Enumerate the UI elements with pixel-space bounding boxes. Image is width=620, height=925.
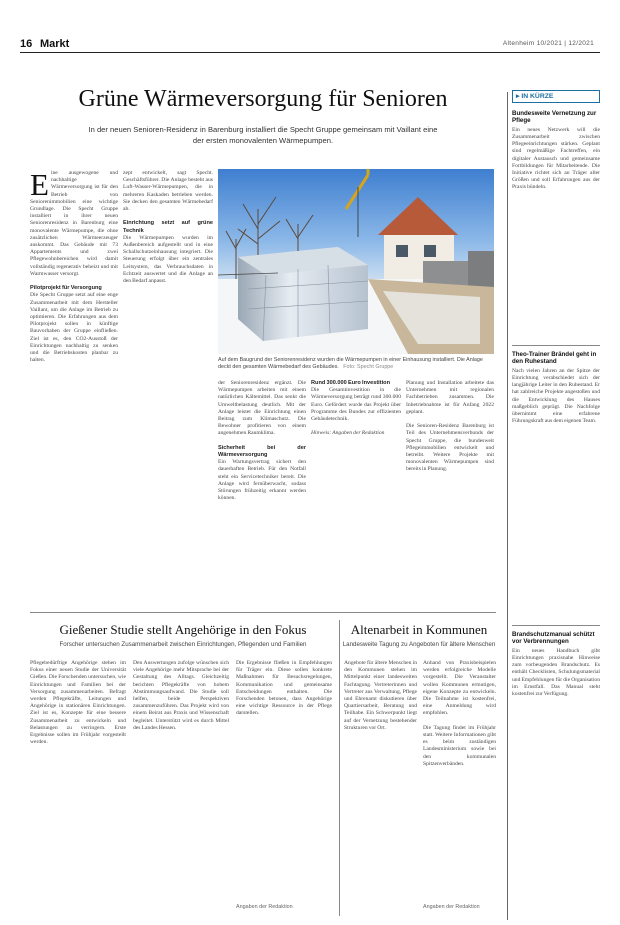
bottom-left-col-1: Pflegebedürftige Angehörige stehen im Fokus einer neuen Studie der Universität Gießen. Die Forschenden untersuchen, wie Einrichtungen und Familien bei der Versorgung zusammenarbeiten. Befragt werden Pflegekräfte, Leitungen und Angehörige in stationären Einrichtungen. Ziel ist es, Konzepte für eine bessere Zusammenarbeit zu entwickeln und Belastungen zu verringern. Erste Ergebnisse sollen im Frühjahr vorgestellt werden. [30,660,126,746]
bottom-left-col-3: Die Ergebnisse fließen in Empfehlungen für Träger ein. Diese sollen konkrete Maßnahmen für Besuchsregelungen, Kommunikation und gemeinsame Entscheidungen enthalten. Die Forschenden betonen, dass Angehörige eine wichtige Ressource in der Pflege darstellen. [236,660,332,717]
bottom-left-col-2: Den Auswertungen zufolge wünschen sich viele Angehörige mehr Mitsprache bei der Gestaltung des Alltags. Gleichzeitig berichten Pflegekräfte von hohem Abstimmungsaufwand. Die Studie soll helfen, beide Perspektiven zusammenzuführen. Das Projekt wird von einem Beirat aus Praxis und Wissenschaft begleitet. Unterstützt wird es durch Mittel des Landes Hessen. [133,660,229,731]
sidebar-label-arrow: ▸ [516,93,522,100]
drop-cap: E [30,170,49,202]
main-teaser: In der neuen Senioren-Residenz in Barenburg installiert die Specht Gruppe gemeinsam mit Vaillant eine der ersten monovalenten Wärmepumpen. [88,125,438,145]
bottom-left-byline: Angaben der Redaktion [236,904,293,910]
publication-info: Altenheim 10/2021 | 12/2021 [502,40,594,47]
col4-subheading: Rund 300.000 Euro Investition [311,380,390,386]
bottom-left-teaser: Forscher untersuchen Zusammenarbeit zwischen Einrichtungen, Pflegenden und Familien [59,641,307,648]
bottom-right-teaser: Landesweite Tagung zu Angeboten für ältere Menschen [342,641,496,648]
sidebar-item-title: Bundesweite Vernetzung zur Pflege [512,110,597,125]
bottom-section-rule [30,612,496,613]
sidebar-item-body: Ein neues Netzwerk will die Zusammenarbeit zwischen Pflegeeinrichtungen stärken. Geplant sind regelmäßige Fachtreffen, ein digitaler Austausch und gemeinsame Fortbildungen für Mitarbeitende. Die Initiative richtet sich an Träger aller Größen und soll Erfahrungen aus der Praxis bündeln. [512,126,600,191]
section-title: Markt [40,38,70,50]
construction-photo [218,169,494,354]
main-col-4: Rund 300.000 Euro Investition Die Gesamtinvestition in die Wärmeversorgung beträgt rund 300.000 Euro. Gefördert wurde das Projekt über Programme des Bundes zur effizienten Gebäudetechnik. Hinweis: Angaben der Redaktion [311,380,401,437]
col1-subheading: Pilotprojekt für Versorgung [30,285,102,292]
sidebar-item-body: Ein neues Handbuch gibt Einrichtungen praxisnahe Hinweise zum vorbeugenden Brandschutz. Es enthält Checklisten, Schulungsmaterial und Empfehlungen für die Organisation im Ernstfall. Das Manual steht kostenfrei zur Verfügung. [512,647,600,698]
bottom-right-col-1: Angebote für ältere Menschen in den Kommunen stehen im Mittelpunkt einer landesweiten Fachtagung. Vertreterinnen und Vertreter aus Verwaltung, Pflege und Ehrenamt diskutieren über Quartiersarbeit, Beratung und Teilhabe. Ein Schwerpunkt liegt auf der Vernetzung bestehender Strukturen vor Ort. [344,660,417,731]
photo-caption: Auf dem Baugrund der Seniorenresidenz wurden die Wärmepumpen in einer Einhausung installiert. Die Anlage deckt den gesamten Wärmebedarf des Gebäudes. Foto: Specht Gruppe [218,357,483,370]
main-headline: Grüne Wärmeversorgung für Senioren [78,86,448,112]
col2-subheading: Einrichtung setzt auf grüne Technik [123,220,213,234]
photo-credit: Foto: Specht Gruppe [343,363,394,370]
main-col-2: zept entwickelt, sagt Specht. Geschäftsführer. Die Anlage besteht aus Luft-Wasser-Wärmepumpen, die in mehreren Kaskaden betrieben werden. Sie decken den gesamten Wärmebedarf ab. Einrichtung setzt auf grüne Technik Die Wärmepumpen wurden im Außenbereich aufgestellt und in eine Schallschutzeinhausung integriert. Die Steuerung erfolgt über ein zentrales Leitsystem, das Verbrauchsdaten in Echtzeit auswertet und die Anlage an den Bedarf anpasst. [123,170,213,285]
sidebar-item-title: Theo-Trainer Brändel geht in den Ruhestand [512,351,597,366]
sidebar-item-3 [512,631,600,898]
bottom-right-byline: Angaben der Redaktion [423,904,480,910]
main-col-5: Planung und Installation arbeitete das Unternehmen mit regionalen Fachbetrieben zusammen. Die Inbetriebnahme ist für Anfang 2022 geplant. Die Senioren-Residenz Barenburg ist Teil des Unternehmensverbunds der Specht Gruppe, die bundesweit Pflegeimmobilien entwickelt und betreibt. Weitere Projekte mit monovalenten Wärmepumpen sind bereits in Planung. [406,380,494,473]
main-col-3: der Seniorenresidenz ergänzt. Die Wärmepumpen arbeiten mit einem natürlichen Kältemittel. Das senkt die Umweltbelastung deutlich. Mit der Anlage leistet die Einrichtung einen Beitrag zum Klimaschutz. Die Bewohner profitieren von einem angenehmen Raumklima. Sicherheit bei der Wärmeversorgung Ein Wartungsvertrag sichert den dauerhaften Betrieb. Für den Notfall steht ein Servicetechniker bereit. Die Anlage wird fernüberwacht, sodass Störungen frühzeitig erkannt werden können. [218,380,306,502]
header-rule [20,52,600,53]
bottom-right-headline: Altenarbeit in Kommunen [350,622,488,637]
sidebar-item-2 [512,351,600,608]
col3-subheading: Sicherheit bei der Wärmeversorgung [218,444,306,459]
sidebar-separator [512,345,600,346]
bottom-articles-divider [339,620,340,916]
sidebar-separator [512,625,600,626]
sidebar-item-body: Nach vielen Jahren an der Spitze der Einrichtung verabschiedet sich der langjährige Leiter in den Ruhestand. Er hat zahlreiche Projekte angestoßen und die Entwicklung des Hauses maßgeblich geprägt. Die Nachfolge übernimmt eine erfahrene Führungskraft aus dem eigenen Team. [512,367,600,425]
sidebar-item-title: Brandschutzmanual schützt vor Verbrennungen [512,631,595,646]
bottom-right-col-2: Anhand von Praxisbeispielen werden erfolgreiche Modelle vorgestellt. Die Veranstalter wollen Kommunen ermutigen, eigene Konzepte zu entwickeln. Die Teilnahme ist kostenfrei, eine Anmeldung wird empfohlen. Die Tagung findet im Frühjahr statt. Weitere Informationen gibt es beim zuständigen Landesministerium sowie bei den kommunalen Spitzenverbänden. [423,660,496,767]
page-number: 16 [20,38,33,50]
sidebar-item-1 [512,110,600,349]
main-col-1: Eine ausgewogene und nachhaltige Wärmeversorgung ist für den Betrieb von Seniorenimmobilien eine wichtige Grundlage. Die Specht Gruppe installiert in ihrer neuen Seniorenresidenz in Barenburg eine monovalente Wärmepumpe, die ohne zusätzlichen Wärmeerzeuger auskommt. Das Gebäude mit 73 Appartements und zwei Pflegewohnbereichen wird damit vollständig regenerativ beheizt und mit Warmwasser versorgt. Pilotprojekt für Versorgung Die Specht Gruppe setzt auf eine enge Zusammenarbeit mit dem Hersteller Vaillant, um die Anlage im Betrieb zu optimieren. Die Erfahrungen aus dem Pilotprojekt sollen in künftige Bauvorhaben der Gruppe einfließen. Ziel ist es, den CO2-Ausstoß der Einrichtungen nachhaltig zu senken und die Betriebskosten planbar zu halten. [30,170,118,364]
sidebar-divider [507,92,508,920]
sidebar-label: ▸ IN KÜRZE [512,90,600,103]
bottom-left-headline: Gießener Studie stellt Angehörige in den Fokus [59,622,307,637]
